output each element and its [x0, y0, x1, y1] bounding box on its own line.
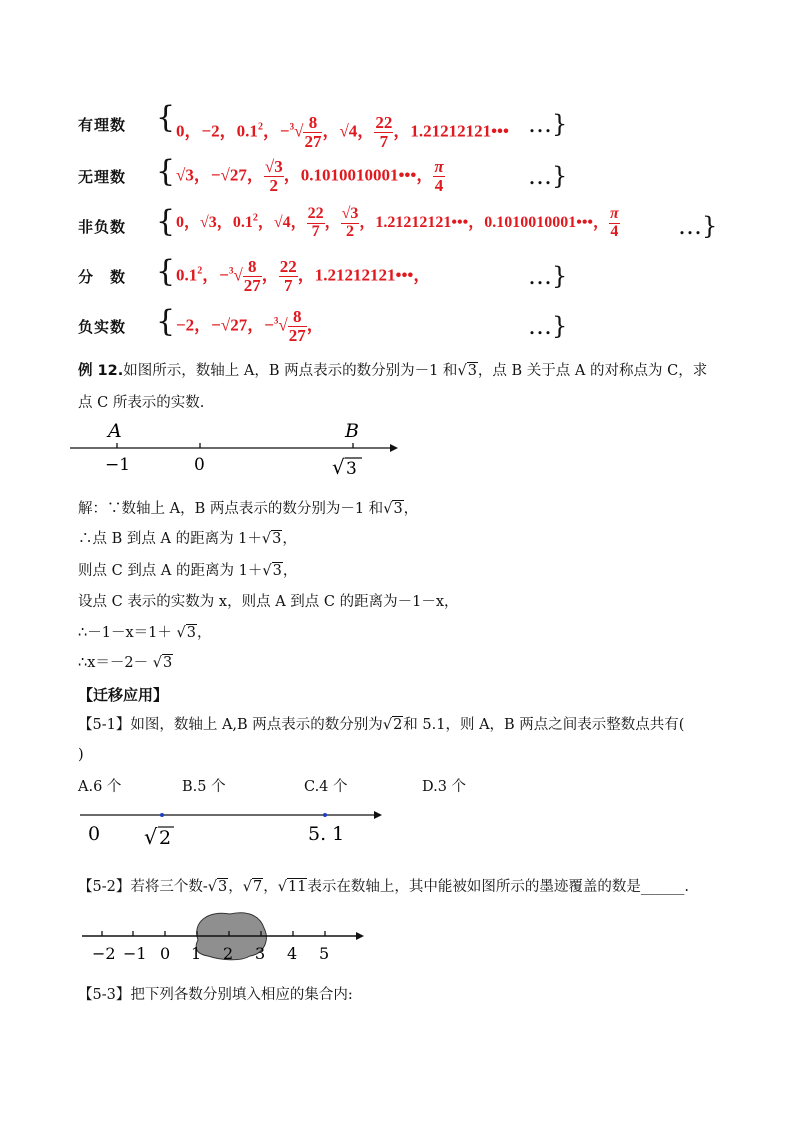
set-label: 非负数	[78, 218, 127, 236]
question-text: 和 5.1，则 A，B 两点之间表示整数点共有(	[403, 717, 685, 733]
sqrt3: √3	[457, 363, 477, 379]
set-row-negative	[78, 302, 568, 346]
question-text: ，	[263, 879, 278, 895]
set-close-brace: …}	[678, 212, 718, 240]
solution-text: ∴－1－x＝1＋	[78, 625, 177, 641]
tick-label: −1	[123, 944, 147, 963]
tick-label: 0	[160, 944, 171, 963]
question-5-1-line2: )	[78, 747, 84, 763]
question-text: 【5-2】若将三个数-	[78, 879, 208, 895]
tick-label: 5	[319, 944, 330, 963]
solution-text: ，	[282, 531, 297, 547]
set-item-text: −2，−	[176, 315, 221, 335]
set-open-brace: {	[156, 304, 176, 339]
example-12-line1	[78, 360, 707, 383]
question-5-3: 【5-3】把下列各数分别填入相应的集合内:	[78, 987, 353, 1003]
solution-line-2: ∴点 B 到点 A 的距离为 1＋√3，	[78, 531, 297, 547]
set-items: $0.1^2$，−$^3$√ $\frac{8}{27}$ ， $\frac{22}{7}$ ，1.21212121•••，	[176, 257, 431, 295]
tick-label: 3	[255, 944, 266, 963]
radical-sign: √	[144, 825, 158, 849]
question-5-2: 【5-2】若将三个数-√3，√7，√11表示在数轴上，其中能被如图所示的墨迹覆盖的数是______.	[78, 879, 690, 895]
tick-label: 4	[287, 944, 298, 963]
tick-label: 2	[223, 944, 234, 963]
question-5-1-line1: 【5-1】如图，数轴上 A,B 两点表示的数分别为√2和 5.1，则 A，B 两点之间表示整数点共有(	[78, 717, 685, 733]
point-label-a: A	[108, 420, 122, 442]
number-line-5-1	[76, 800, 386, 850]
set-close-brace: …}	[528, 162, 568, 190]
option-c[interactable]: C.4 个	[304, 779, 348, 795]
point-label-b: B	[345, 420, 359, 442]
set-row-nonnegative	[78, 202, 728, 246]
set-items: 0，−2，$0.1^2$，−$^3$√ $\frac{8}{27}$ ，√4， $\frac{22}{7}$ ，1.21212121•••	[176, 113, 509, 151]
tick-label-minus-one: −1	[105, 455, 131, 475]
set-label: 无理数	[78, 168, 127, 186]
question-text: 表示在数轴上，其中能被如图所示的墨迹覆盖的数是______.	[307, 879, 690, 895]
set-label: 有理数	[78, 116, 127, 134]
tick-label-five-point-one: 5. 1	[308, 823, 345, 845]
set-open-brace: {	[156, 154, 176, 189]
solution-line-6: ∴x＝－2－ √3	[78, 655, 173, 671]
set-items: 0，√3，$0.1^2$，√4， $\frac{22}{7}$ ， $\frac{√3}{2}$ ，1.21212121•••，0.1010010001•••， $\frac{\pi}{4}$	[176, 205, 619, 240]
set-open-brace: {	[156, 204, 176, 239]
set-item-text: 0，	[176, 213, 201, 231]
set-open-brace: {	[156, 254, 176, 289]
set-item-text: 0.1	[232, 213, 253, 231]
tick-label-zero: 0	[88, 823, 101, 845]
set-close-brace: …}	[528, 110, 568, 138]
set-label: 负实数	[78, 318, 127, 336]
solution-text: 则点 C 到点 A 的距离为 1＋	[78, 563, 263, 579]
set-row-irrational	[78, 152, 568, 196]
solution-text: ，	[196, 625, 212, 641]
example-label: 例 12.	[78, 363, 124, 379]
set-item-text: 1.21212121•••，0.1010010001•••，	[375, 213, 610, 231]
number-line-example12	[70, 418, 400, 483]
solution-text: ，	[282, 563, 298, 579]
number-line-5-2	[80, 904, 370, 974]
radical-sign: √	[332, 455, 345, 479]
set-item-text: 1.21212121•••，	[314, 265, 431, 285]
set-item-text: 1.21212121•••	[410, 121, 509, 141]
set-open-brace: {	[156, 100, 176, 135]
solution-text: ∴点 B 到点 A 的距离为 1＋	[78, 531, 262, 547]
set-items: √3，−√27， $\frac{√3}{2}$ ，0.1010010001•••， $\frac{\pi}{4}$	[176, 157, 444, 195]
set-item-text: 0.1	[176, 265, 198, 285]
tick-label-zero: 0	[194, 455, 205, 475]
solution-line-1: 解：∵数轴上 A，B 两点表示的数分别为－1 和√3，	[78, 501, 419, 517]
option-b[interactable]: B.5 个	[182, 779, 226, 795]
option-a[interactable]: A.6 个	[78, 779, 122, 795]
set-item-text: 0，−2，0.1	[176, 121, 258, 141]
set-item-text: 0.1010010001•••	[300, 165, 417, 185]
set-label: 分 数	[78, 268, 127, 286]
tick-label: −2	[92, 944, 116, 963]
solution-text: 设点 C 表示的实数为 x，则点 A 到点 C 的距离为－1－x，	[78, 594, 459, 610]
solution-text: ，	[403, 501, 419, 517]
section-heading: 【迁移应用】	[78, 686, 169, 704]
question-text: ，	[228, 879, 243, 895]
tick-label: 1	[191, 944, 202, 963]
set-row-fraction	[78, 252, 568, 296]
set-row-rational	[78, 100, 568, 151]
example-text: 如图所示，数轴上 A，B 两点表示的数分别为－1 和	[123, 363, 458, 379]
set-items: −2，−√27，−$^3$√ $\frac{8}{27}$ ，	[176, 307, 324, 345]
solution-text: 解：∵数轴上 A，B 两点表示的数分别为－1 和	[78, 501, 384, 517]
set-close-brace: …}	[528, 312, 568, 340]
question-text: 【5-1】如图，数轴上 A,B 两点表示的数分别为	[78, 717, 383, 733]
solution-line-3: 则点 C 到点 A 的距离为 1＋√3，	[78, 563, 298, 579]
example-12-line2: 点 C 所表示的实数.	[78, 395, 205, 411]
tick-label-sqrt2: 2	[159, 827, 172, 849]
option-d[interactable]: D.3 个	[422, 779, 467, 795]
set-close-brace: …}	[528, 262, 568, 290]
example-text: ，点 B 关于点 A 的对称点为 C，求	[477, 363, 708, 379]
solution-line-4	[78, 591, 459, 614]
solution-text: ∴x＝－2－	[78, 655, 153, 671]
solution-line-5: ∴－1－x＝1＋ √3，	[78, 625, 212, 641]
tick-label-sqrt3: 3	[346, 459, 357, 479]
